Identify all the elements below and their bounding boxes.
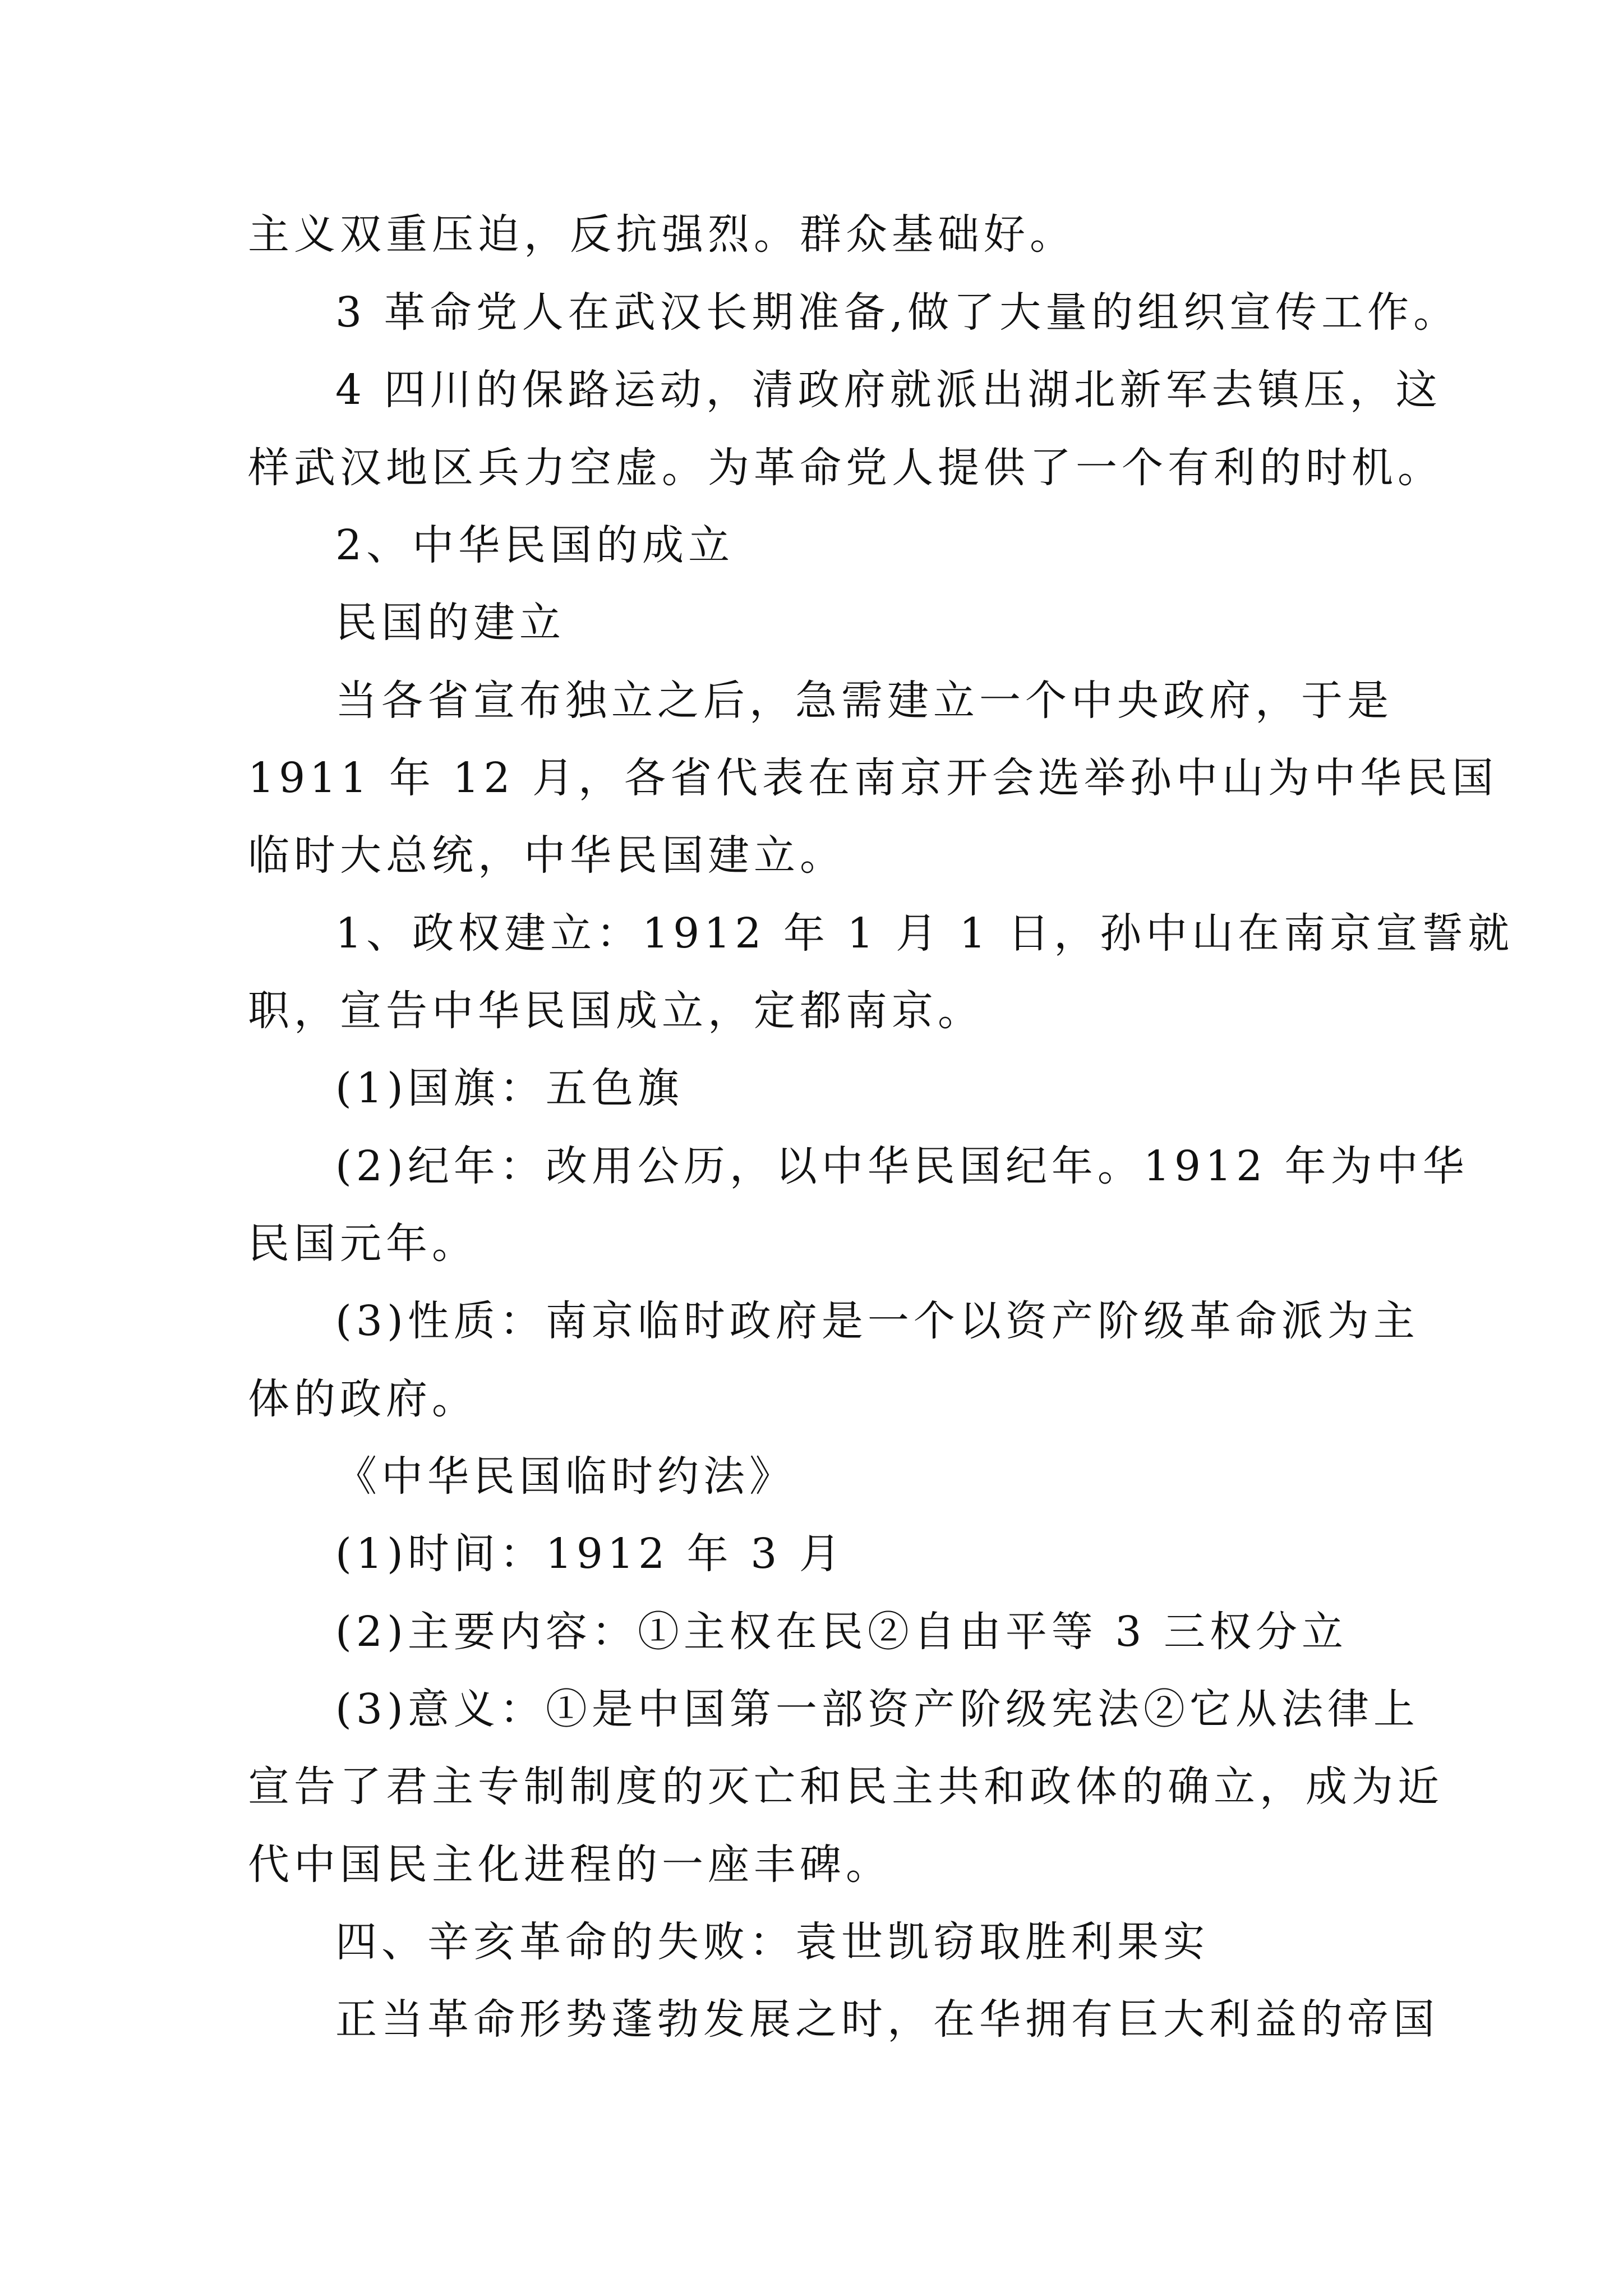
- text-line-9: 临时大总统，中华民国建立。: [248, 831, 846, 880]
- text-line-1: 主义双重压迫，反抗强烈。群众基础好。: [248, 210, 1076, 259]
- text-line-16: 体的政府。: [248, 1375, 478, 1423]
- text-line-11: 职，宣告中华民国成立，定都南京。: [248, 987, 984, 1035]
- list-item-calendar: (2)纪年：改用公历，以中华民国纪年。1912 年为中华: [335, 1142, 1469, 1190]
- text-line-24: 正当革命形势蓬勃发展之时，在华拥有巨大利益的帝国: [335, 1995, 1439, 2044]
- list-item-flag: (1)国旗：五色旗: [335, 1064, 684, 1112]
- list-item-significance: (3)意义：①是中国第一部资产阶级宪法②它从法律上: [335, 1685, 1419, 1733]
- list-item-time: (1)时间：1912 年 3 月: [335, 1530, 845, 1578]
- subheading-1: 民国的建立: [335, 599, 565, 647]
- text-line-3: 4 四川的保路运动，清政府就派出湖北新军去镇压，这: [335, 366, 1442, 414]
- text-line-7: 当各省宣布独立之后，急需建立一个中央政府，于是: [335, 677, 1393, 725]
- list-item-nature: (3)性质：南京临时政府是一个以资产阶级革命派为主: [335, 1297, 1419, 1345]
- text-line-8: 1911 年 12 月，各省代表在南京开会选举孙中山为中华民国: [248, 754, 1498, 802]
- text-line-14: 民国元年。: [248, 1220, 478, 1268]
- section-heading-1: 2、中华民国的成立: [335, 521, 735, 569]
- subheading-2: 《中华民国临时约法》: [335, 1452, 795, 1501]
- text-line-10: 1、政权建立：1912 年 1 月 1 日，孙中山在南京宣誓就: [335, 909, 1514, 958]
- text-line-21: 宣告了君主专制制度的灭亡和民主共和政体的确立，成为近: [248, 1763, 1444, 1811]
- text-line-2: 3 革命党人在武汉长期准备,做了大量的组织宣传工作。: [335, 288, 1460, 337]
- text-line-4: 样武汉地区兵力空虚。为革命党人提供了一个有利的时机。: [248, 444, 1444, 492]
- section-heading-2: 四、辛亥革命的失败：袁世凯窃取胜利果实: [335, 1918, 1209, 1966]
- list-item-content: (2)主要内容：①主权在民②自由平等 3 三权分立: [335, 1608, 1348, 1656]
- text-line-22: 代中国民主化进程的一座丰碑。: [248, 1841, 892, 1889]
